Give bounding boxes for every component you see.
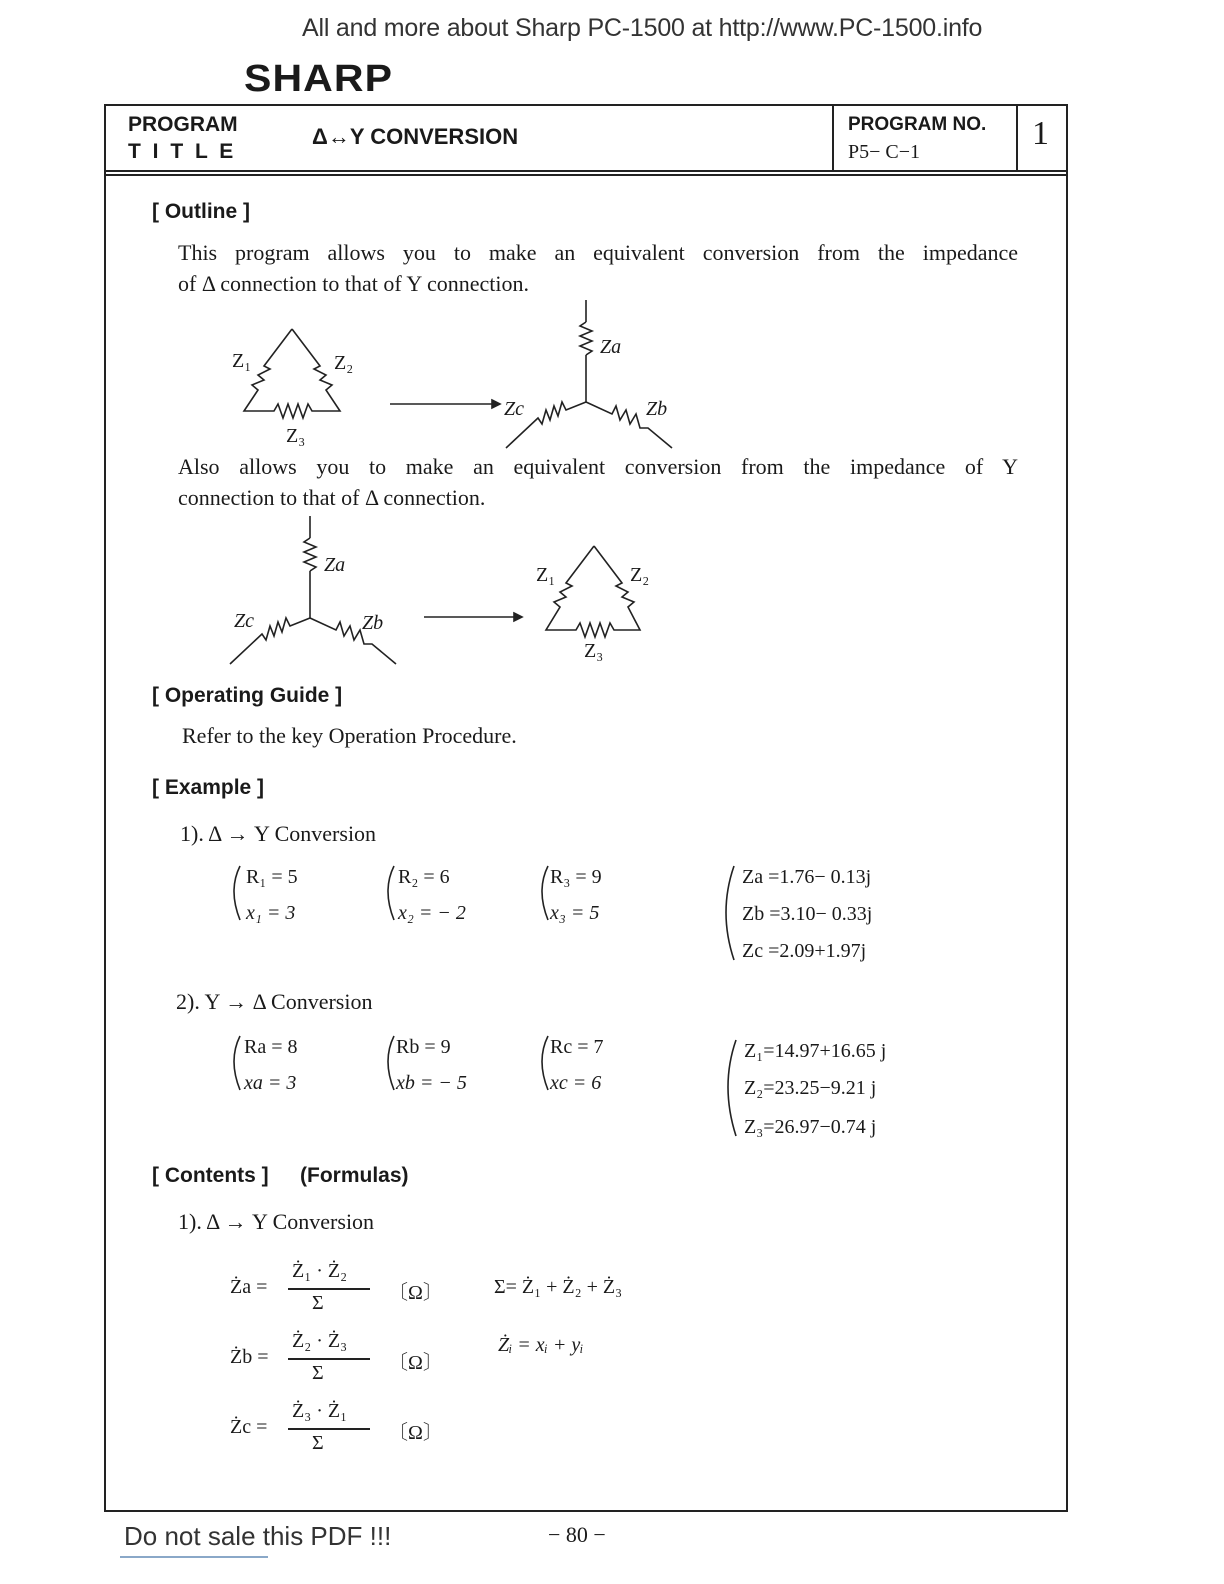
example-1-input: x₁ = 3 [246,902,296,924]
example-1-input: x₂ = − 2 [398,902,466,924]
program-no: P5− C−1 [848,141,921,163]
example-heading: [ Example ] [152,776,265,799]
fraction-bar [288,1358,370,1360]
label-z3: Z₃ [286,425,306,447]
label-za: Za [324,554,346,576]
program-title: Δ↔Y CONVERSION [312,124,519,149]
example-1-input: R₃ = 9 [550,866,602,888]
fraction-bar [288,1428,370,1430]
example-2-result: Z₃=26.97−0.74 j [744,1116,877,1138]
example-1-title: 1). Δ → Y Conversion [180,821,377,846]
outline-text-line: of Δ connection to that of Y connection. [178,271,529,296]
page-index: 1 [1032,115,1049,152]
wye-network-1 [506,300,672,448]
example-1-input: x₃ = 5 [550,902,600,924]
wye-network-2 [230,516,396,664]
example-2-title: 2). Y → Δ Conversion [176,989,373,1014]
example-2-input: xb = − 5 [396,1072,467,1094]
formula-lhs: Żc = [230,1416,268,1438]
delta-triangle-2 [546,546,640,637]
formula-lhs: Żb = [230,1346,269,1368]
sigma-definition: Σ= Ż₁ + Ż₂ + Ż₃ [494,1276,623,1298]
operating-guide-heading: [ Operating Guide ] [152,684,343,707]
page-number: − 80 − [548,1522,606,1547]
fraction-bar [288,1288,370,1290]
label-zb: Zb [646,398,668,420]
footer-note: Do not sale this PDF !!! [124,1521,392,1551]
example-2-input: xa = 3 [244,1072,297,1094]
formula-unit: 〔Ω〕 [388,1422,443,1444]
outline-heading: [ Outline ] [152,200,250,223]
formula-unit: 〔Ω〕 [388,1282,443,1304]
example-2-input: xc = 6 [550,1072,602,1094]
example-2-result: Z₂=23.25−9.21 j [744,1077,877,1099]
label-za: Za [600,336,622,358]
example-1-input: R₂ = 6 [398,866,450,888]
formula-denominator: Σ [312,1362,324,1384]
operating-guide-text: Refer to the key Operation Procedure. [182,723,517,748]
outline-text-line: This program allows you to make an equivalent conversion from the impedance [178,240,1018,265]
example-1-result: Za =1.76− 0.13j [742,866,872,888]
example-1-result: Zb =3.10− 0.33j [742,903,873,925]
program-no-label: PROGRAM NO. [848,114,987,135]
sharp-logo: SHARP [244,58,394,100]
formula-numerator: Ż₃ · Ż₁ [292,1400,348,1422]
zi-definition: Żᵢ = xᵢ + yᵢ [498,1334,584,1356]
delta-triangle-1 [244,329,340,418]
label-z3: Z₃ [584,640,604,662]
outline-text-line: connection to that of Δ connection. [178,485,486,510]
formula-numerator: Ż₂ · Ż₃ [292,1330,348,1352]
example-2-input: Ra = 8 [244,1036,298,1058]
label-z1: Z₁ [536,564,556,586]
formula-unit: 〔Ω〕 [388,1352,443,1374]
formula-denominator: Σ [312,1292,324,1314]
outline-text-line: Also allows you to make an equivalent conversion from the impedance of Y [178,454,1018,479]
label-z2: Z₂ [334,352,354,374]
formula-numerator: Ż₁ · Ż₂ [292,1260,348,1282]
example-2-input: Rb = 9 [396,1036,451,1058]
title-label: T I T L E [128,140,237,163]
formulas-subheading: (Formulas) [300,1164,409,1187]
footer-underline [120,1556,268,1558]
label-zb: Zb [362,612,384,634]
label-zc: Zc [504,398,524,420]
formula-denominator: Σ [312,1432,324,1454]
program-label: PROGRAM [128,113,238,136]
example-2-result: Z₁=14.97+16.65 j [744,1040,887,1062]
source-note: All and more about Sharp PC-1500 at http://www.PC-1500.info [302,14,983,42]
label-z2: Z₂ [630,564,650,586]
example-1-input: R₁ = 5 [246,866,298,888]
example-1-result: Zc =2.09+1.97j [742,940,867,962]
label-zc: Zc [234,610,254,632]
contents-heading: [ Contents ] [152,1164,269,1187]
label-z1: Z₁ [232,350,252,372]
formula-lhs: Ża = [230,1276,268,1298]
formula-section-title: 1). Δ → Y Conversion [178,1209,375,1234]
example-2-input: Rc = 7 [550,1036,604,1058]
